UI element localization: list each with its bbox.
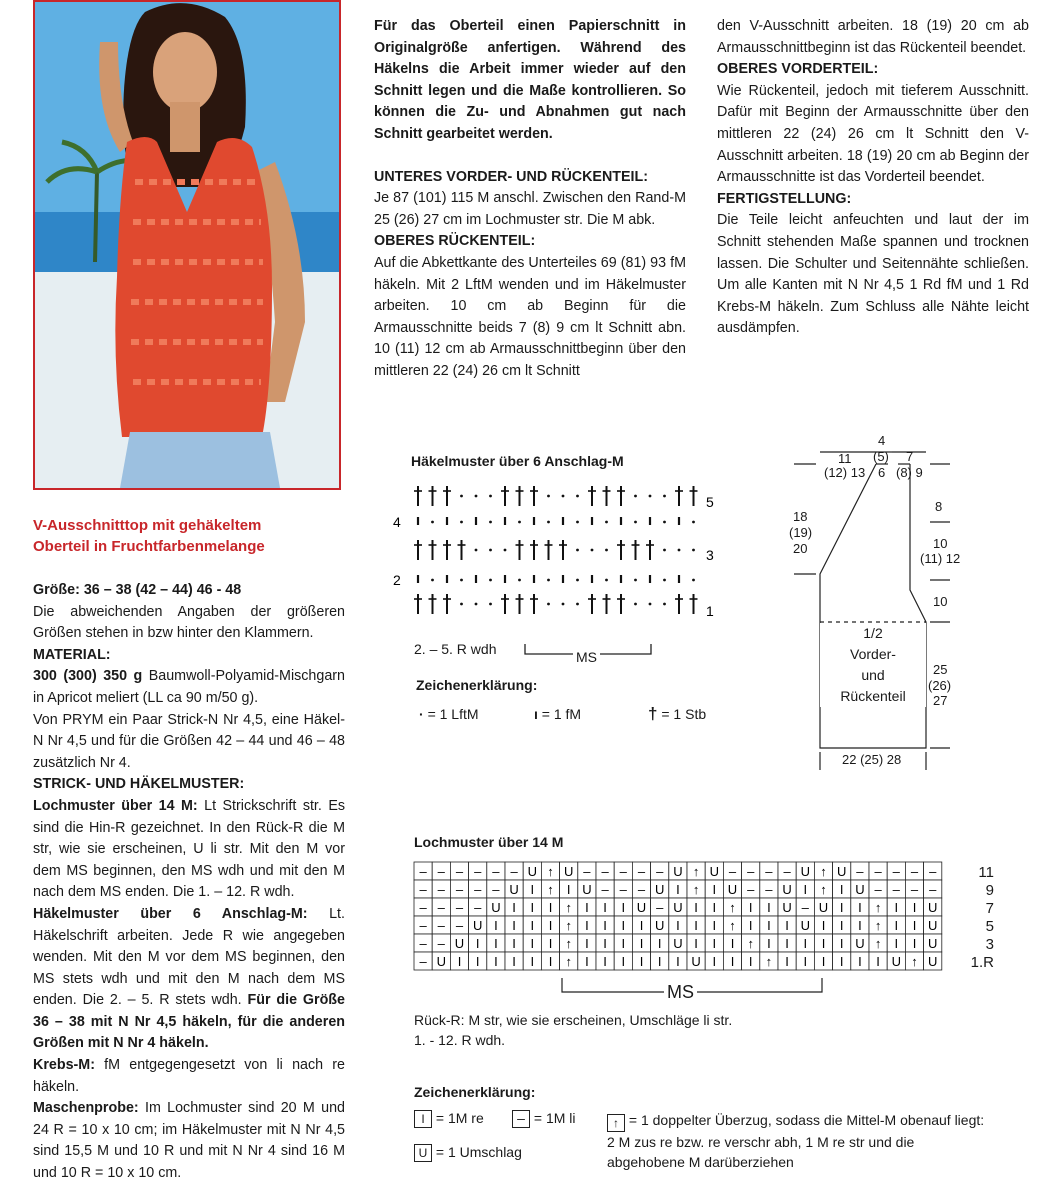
unteres-text: Je 87 (101) 115 M anschl. Zwischen den Rand-M 25 (26) 27 cm im Lochmuster str. Die M abk. (374, 190, 686, 228)
knit-chart-symbol: I (912, 918, 917, 933)
schem-label: 1/2 Vorder- und Rückenteil (820, 623, 926, 707)
chain-symbol (576, 549, 579, 552)
knit-chart-symbol: U (636, 900, 647, 915)
knit-chart-symbol: U (928, 918, 938, 933)
knit-chart-symbol: U (818, 900, 829, 915)
schem-top-center2: (5) (873, 449, 889, 464)
knit-chart-title: Lochmuster über 14 M (414, 834, 564, 850)
knit-chart-symbol: I (512, 936, 516, 951)
knit-chart-symbol: – (929, 882, 937, 897)
knit-chart-symbol: I (603, 954, 607, 969)
schem-top-center: 4 (878, 433, 886, 448)
knit-chart-symbol: I (767, 936, 771, 951)
knit-chart-symbol: I (803, 882, 808, 897)
chain-symbol (489, 495, 492, 498)
knit-chart-symbol: – (929, 864, 937, 879)
knit-chart-symbol: I (494, 936, 498, 951)
knit-chart-symbol: – (474, 900, 482, 915)
knit-chart-symbol: I (530, 936, 535, 951)
knit-chart-symbol: I (858, 900, 862, 915)
schem-left-18: 18 (793, 509, 808, 524)
knit-chart-symbol: U (855, 882, 865, 897)
knit-chart-symbol: I (657, 936, 662, 951)
knit-chart-symbol: ↑ (565, 900, 572, 915)
chain-symbol (663, 495, 666, 498)
schem-right-25: 25 (933, 662, 948, 677)
knit-chart-symbol: – (910, 864, 919, 879)
knit-chart-symbol: – (856, 864, 864, 879)
knit-chart-symbol: U (564, 864, 574, 879)
chain-stitch-icon: · (419, 706, 424, 722)
title-line-1: V-Ausschnitttop mit gehäkeltem (33, 517, 262, 534)
knit-chart-symbol: I (603, 918, 607, 933)
lochmuster-paragraph: Lochmuster über 14 M: Lt Strickschrift str. Es sind die Hin-R gezeichnet. In den Rück-R die M str, wie sie erscheinen, U li str. Mit den M vor dem MS beginnen, den MS wdh und mit den M nach dem MS enden. Die 1. – 12. R wdh. (33, 797, 346, 901)
chain-symbol (504, 549, 507, 552)
chain-symbol (634, 603, 637, 606)
knit-chart-symbol: U (928, 936, 938, 951)
rueckenteil-cont-text: den V-Ausschnitt arbeiten. 18 (19) 20 cm ab Armausschnittbeginn ist das Rückenteil beendet. (717, 18, 1029, 56)
schem-right-27: 27 (933, 693, 948, 708)
knit-chart-symbol: – (728, 864, 737, 879)
knit-chart-symbol: I (548, 954, 553, 969)
knit-chart-symbol: ↑ (692, 864, 700, 879)
knit-chart-symbol: ↑ (692, 882, 700, 897)
knit-chart-symbol: I (603, 900, 607, 915)
legend-purl: – = 1M li (512, 1110, 576, 1128)
knit-chart-symbol: I (621, 900, 626, 915)
knit-chart-symbol: ↑ (747, 936, 754, 951)
knit-chart-symbol: – (437, 918, 445, 933)
chain-symbol (692, 521, 695, 524)
schem-right-10a: 10 (933, 536, 948, 551)
knit-chart-symbol: I (748, 954, 753, 969)
knit-chart-symbol: I (548, 936, 553, 951)
knit-chart-symbol: I (712, 918, 717, 933)
knit-chart-symbol: I (730, 954, 735, 969)
knit-chart-symbol: U (891, 954, 901, 969)
knit-chart-symbol: – (874, 882, 882, 897)
crochet-row-label-1: 1 (706, 603, 714, 619)
knit-chart-symbol: I (639, 936, 644, 951)
chain-symbol (692, 579, 695, 582)
chain-symbol (518, 579, 521, 582)
intro-text: Für das Oberteil einen Papierschnitt in Originalgröße anfertigen. Während des Häkelns die Arbeit immer wieder auf den Schnitt legen und die Maße kontrollieren. So können die Zu- und Abnahmen gut nach Schnitt gearbeitet werden. (374, 18, 686, 142)
knit-chart-symbol: U (655, 882, 665, 897)
knit-chart-symbol: I (512, 954, 516, 969)
knit-chart-symbol: ↑ (729, 918, 736, 933)
knit-chart-symbol: I (657, 954, 662, 969)
knit-chart-symbol: – (437, 882, 445, 897)
knit-chart-symbol: I (475, 954, 480, 969)
chain-symbol (649, 603, 652, 606)
knit-chart-symbol: – (437, 900, 445, 915)
knit-chart-symbol: – (492, 882, 500, 897)
knit-chart-symbol: I (858, 954, 862, 969)
chain-symbol (460, 579, 463, 582)
knit-chart-symbol: I (530, 954, 535, 969)
knit-chart-symbol: – (892, 864, 900, 879)
knit-chart-symbol: I (603, 936, 607, 951)
schem-left-19: (19) (789, 525, 813, 540)
knit-chart-symbol: I (639, 918, 644, 933)
chain-symbol (547, 521, 550, 524)
knit-chart-symbol: I (730, 936, 735, 951)
chain-symbol (518, 521, 521, 524)
chain-symbol (431, 579, 434, 582)
knit-chart-symbol: – (619, 864, 627, 879)
knit-chart-symbol: I (676, 882, 680, 897)
schem-bottom: 22 (25) 28 (842, 752, 902, 767)
schem-top-right2: (8) 9 (896, 465, 923, 480)
chain-symbol (634, 495, 637, 498)
knit-chart-symbol: U (655, 918, 665, 933)
legend-knit: I = 1M re (414, 1110, 484, 1128)
chain-symbol (547, 603, 550, 606)
oberes-rueckenteil-text: Auf die Abkettkante des Unterteiles 69 (81) 93 fM häkeln. Mit 2 LftM wenden und im Häkelmuster arbeiten. 10 cm ab Beginn für die Armausschnitte beids 7 (8) 9 cm lt Schnitt abn. 10 (11) 12 cm ab Armausschnittbeginn über den mittleren 22 (24) 26 cm lt Schnitt (374, 254, 686, 379)
knit-chart-symbol: ↑ (547, 882, 554, 897)
knit-chart-symbol: I (767, 900, 771, 915)
schem-top-right1: 7 (906, 449, 914, 464)
knit-chart-symbol: U (709, 864, 719, 879)
knit-stitch-icon: I (414, 1110, 432, 1128)
crochet-row-label-4: 4 (393, 514, 401, 530)
oberes-rueckenteil-heading: OBERES RÜCKENTEIL: (374, 233, 536, 250)
knit-chart-symbol: I (512, 918, 516, 933)
crochet-row-label-2: 2 (393, 572, 401, 588)
knit-chart-symbol: U (509, 882, 519, 897)
knit-chart-symbol: – (747, 882, 755, 897)
knit-chart (412, 860, 1012, 1010)
knit-chart-symbol: I (475, 936, 480, 951)
knit-chart-symbol: I (712, 900, 717, 915)
schem-top-left2: (12) 13 (824, 465, 866, 480)
legend-ch: · = 1 LftM (419, 706, 479, 722)
knit-chart-symbol: ↑ (820, 882, 827, 897)
knit-chart-symbol: U (928, 900, 938, 915)
legend-sc: ı = 1 fM (534, 706, 582, 722)
chain-symbol (649, 495, 652, 498)
knit-chart-symbol: U (928, 954, 938, 969)
knit-chart-symbol: I (748, 900, 753, 915)
knit-chart-symbol: U (782, 882, 792, 897)
knit-chart-symbol: – (910, 882, 919, 897)
knit-chart-symbol: – (455, 864, 464, 879)
needles-text: Von PRYM ein Paar Strick-N Nr 4,5, eine Häkel-N Nr 4,5 und für die Größen 42 – 44 und 46 – 48 zusätzlich Nr 4. (33, 711, 345, 771)
schem-right-10b: (11) 12 (920, 551, 961, 566)
woman-in-crochet-top-photo (35, 2, 339, 488)
chain-symbol (663, 603, 666, 606)
knit-chart-symbol: I (839, 882, 844, 897)
knit-chart-symbol: – (419, 882, 427, 897)
knit-chart-symbol: I (548, 900, 553, 915)
knit-chart-symbol: ↑ (565, 936, 572, 951)
knit-legend-title: Zeichenerklärung: (414, 1084, 536, 1100)
knit-chart-symbol: I (821, 954, 826, 969)
fertigstellung-text: Die Teile leicht anfeuchten und laut der im Schnitt stehenden Maße spannen und trocknen lassen. Die Schulter und Seitennähte schließen. Um alle Kanten mit N Nr 4,5 1 Rd fM und 1 Rd Krebs-M häkeln. Zum Schluss alle Nähte leicht ausdämpfen. (717, 212, 1029, 337)
chain-symbol (547, 495, 550, 498)
knit-chart-symbol: ↑ (911, 954, 918, 969)
knit-chart-symbol: I (530, 900, 535, 915)
knit-chart-symbol: – (419, 900, 427, 915)
crochet-chart (390, 470, 740, 640)
knit-chart-symbol: ↑ (565, 954, 572, 969)
unteres-heading: UNTERES VORDER- UND RÜCKENTEIL: (374, 168, 649, 185)
knit-chart-symbol: ↑ (565, 918, 572, 933)
oberes-vorderteil-heading: OBERES VORDERTEIL: (717, 61, 879, 78)
purl-stitch-icon: – (512, 1110, 530, 1128)
knit-chart-symbol: I (821, 918, 826, 933)
chain-symbol (489, 579, 492, 582)
chain-symbol (576, 603, 579, 606)
knit-chart-symbol: U (727, 882, 738, 897)
knit-chart-symbol: I (821, 936, 826, 951)
double-decrease-icon: ↑ (607, 1114, 625, 1132)
knit-chart-symbol: – (492, 864, 500, 879)
probe-paragraph: Maschenprobe: Im Lochmuster sind 20 M und 24 R = 10 x 10 cm; im Häkelmuster mit N Nr 4,5 sind 15,5 M und 10 R und mit N Nr 4 sind 16 M und 10 R = 10 x 10 cm. (33, 1100, 345, 1182)
chain-symbol (576, 495, 579, 498)
knit-chart-symbol: I (530, 882, 535, 897)
knit-row-labels: 11 9 7 5 3 1.R (970, 864, 994, 971)
knit-chart-symbol: I (894, 900, 899, 915)
pattern-title (33, 515, 345, 557)
knit-chart-symbol: I (585, 936, 589, 951)
knit-ms-label: MS (664, 982, 697, 1003)
chain-symbol (605, 521, 608, 524)
knit-chart-symbol: I (494, 954, 498, 969)
chain-symbol (576, 521, 579, 524)
chain-symbol (460, 495, 463, 498)
knit-chart-symbol: I (912, 936, 917, 951)
knit-chart-symbol: U (673, 936, 683, 951)
chain-symbol (576, 579, 579, 582)
knit-chart-symbol: I (694, 936, 698, 951)
chain-symbol (678, 549, 681, 552)
knit-chart-symbol: I (894, 936, 899, 951)
knit-chart-symbol: I (803, 954, 808, 969)
size-text: Die abweichenden Angaben der größeren Größen stehen in bzw hinter den Klammern. (33, 603, 345, 642)
knit-chart-symbol: I (639, 954, 644, 969)
haekel-paragraph: Häkelmuster über 6 Anschlag-M: Lt. Häkelschrift arbeiten. Jede R wie angegeben wenden. Mit den M vor dem MS beginnen, den MS stets wdh und mit den M nach dem MS enden. Die 2. – 5. R stets wdh. Für die Größe 36 – 38 mit N Nr 4,5 häkeln, für die anderen Größen mit N Nr 4 häkeln. (33, 905, 345, 1052)
knit-notes: Rück-R: M str, wie sie erscheinen, Umschläge li str. 1. - 12. R wdh. (414, 1012, 733, 1048)
knit-chart-symbol: – (419, 918, 427, 933)
chain-symbol (547, 579, 550, 582)
chain-symbol (460, 603, 463, 606)
crochet-legend-title: Zeichenerklärung: (416, 677, 538, 693)
knit-chart-symbol: – (801, 900, 809, 915)
knit-chart-symbol: I (621, 918, 626, 933)
knit-chart-symbol: I (548, 918, 553, 933)
knit-chart-symbol: U (800, 918, 810, 933)
knit-chart-symbol: – (601, 882, 609, 897)
chain-symbol (475, 603, 478, 606)
knit-chart-symbol: – (455, 882, 464, 897)
fertigstellung-heading: FERTIGSTELLUNG: (717, 190, 852, 207)
knit-chart-symbol: I (676, 954, 680, 969)
knit-chart-symbol: I (767, 918, 771, 933)
chain-symbol (489, 521, 492, 524)
knit-chart-symbol: I (876, 954, 880, 969)
chain-symbol (634, 521, 637, 524)
knit-chart-symbol: I (566, 882, 571, 897)
knit-chart-symbol: U (855, 936, 865, 951)
knit-chart-symbol: U (454, 936, 465, 951)
chain-symbol (663, 579, 666, 582)
knit-chart-symbol: – (437, 936, 445, 951)
knit-chart-symbol: – (474, 864, 482, 879)
knit-chart-symbol: I (839, 954, 844, 969)
chain-symbol (489, 603, 492, 606)
chain-symbol (460, 521, 463, 524)
chain-symbol (692, 549, 695, 552)
krebs-paragraph: Krebs-M: fM entgegengesetzt von li nach re häkeln. (33, 1057, 345, 1095)
knit-chart-symbol: U (782, 900, 792, 915)
chain-symbol (431, 521, 434, 524)
knit-chart-symbol: I (712, 936, 717, 951)
knit-chart-symbol: – (765, 882, 773, 897)
knit-chart-symbol: I (712, 882, 717, 897)
material-heading: MATERIAL: (33, 646, 111, 663)
schem-right-26: (26) (928, 678, 952, 693)
knit-chart-symbol: U (473, 918, 483, 933)
crochet-chart-title: Häkelmuster über 6 Anschlag-M (411, 453, 624, 469)
schem-right-10c: 10 (933, 594, 948, 609)
knit-chart-symbol: I (785, 918, 789, 933)
knit-chart-symbol: I (785, 954, 789, 969)
knit-chart-symbol: – (474, 882, 482, 897)
knit-chart-symbol: U (691, 954, 701, 969)
pattern-heading: STRICK- UND HÄKELMUSTER: (33, 776, 245, 793)
knit-chart-symbol: I (839, 918, 844, 933)
knit-chart-symbol: – (619, 882, 627, 897)
knit-chart-symbol: – (455, 900, 464, 915)
chain-symbol (489, 549, 492, 552)
knit-chart-symbol: – (783, 864, 791, 879)
knit-chart-symbol: I (530, 918, 535, 933)
schem-top-left1: 11 (838, 451, 852, 466)
knit-chart-symbol: U (800, 864, 810, 879)
knit-chart-symbol: U (436, 954, 446, 969)
crochet-row-label-5: 5 (706, 494, 714, 510)
chain-symbol (591, 549, 594, 552)
yarnover-icon: U (414, 1144, 432, 1162)
schem-top-center3: 6 (878, 465, 886, 480)
chain-symbol (562, 603, 565, 606)
knit-chart-symbol: ↑ (820, 864, 827, 879)
material-paragraph: 300 (300) 350 g Baumwoll-Polyamid-Mischgarn in Apricot meliert (LL ca 90 m/50 g). (33, 668, 345, 706)
chain-symbol (605, 579, 608, 582)
knit-chart-symbol: I (494, 918, 498, 933)
knit-chart-symbol: U (527, 864, 537, 879)
chain-symbol (634, 579, 637, 582)
model-photo (33, 0, 341, 490)
crochet-row-label-3: 3 (706, 547, 714, 563)
knit-chart-symbol: I (894, 918, 899, 933)
legend-double-decrease: ↑ = 1 doppelter Überzug, sodass die Mittel-M obenauf liegt: 2 M zus re bzw. re verschr abh, 1 M re str und die abgehobene M darüberziehen (607, 1112, 985, 1170)
knit-chart-symbol: U (582, 882, 592, 897)
knit-chart-symbol: I (858, 918, 862, 933)
single-crochet-icon: ı (534, 706, 538, 722)
crochet-repeat-note: 2. – 5. R wdh (414, 641, 497, 657)
knit-chart-symbol: – (656, 900, 664, 915)
knit-chart-symbol: U (673, 900, 683, 915)
knit-chart-symbol: I (694, 918, 698, 933)
schem-left-20: 20 (793, 541, 808, 556)
double-crochet-icon: † (648, 704, 658, 723)
knit-chart-symbol: I (585, 900, 589, 915)
knit-chart-symbol: I (621, 954, 626, 969)
chain-symbol (475, 495, 478, 498)
knit-chart-symbol: I (712, 954, 717, 969)
chain-symbol (562, 495, 565, 498)
knit-chart-symbol: I (839, 900, 844, 915)
knit-chart-symbol: ↑ (874, 936, 882, 951)
knit-chart-symbol: – (419, 864, 427, 879)
chain-symbol (663, 549, 666, 552)
knit-chart-symbol: I (803, 936, 808, 951)
schem-right-8: 8 (935, 499, 943, 514)
legend-dc: † = 1 Stb (648, 704, 707, 723)
knit-chart-symbol: I (676, 918, 680, 933)
garment-schematic (780, 430, 1040, 775)
knit-chart-symbol: I (912, 900, 917, 915)
knit-chart-symbol: – (765, 864, 773, 879)
knit-chart-symbol: – (455, 918, 464, 933)
oberes-vorderteil-text: Wie Rückenteil, jedoch mit tieferem Ausschnitt. Dafür mit Beginn der Armausschnitte über den mittleren 22 (24) 26 cm lt Schnitt den V-Ausschnitt arbeiten. 18 (19) 20 cm ab Beginn der Armausschnitte ist das Vorderteil beendet. (717, 82, 1029, 186)
knit-chart-symbol: – (510, 864, 518, 879)
knit-chart-symbol: ↑ (874, 900, 882, 915)
knit-chart-symbol: I (585, 918, 589, 933)
knit-chart-symbol: – (583, 864, 591, 879)
chain-symbol (663, 521, 666, 524)
knit-chart-symbol: – (747, 864, 755, 879)
knit-chart-symbol: – (437, 864, 445, 879)
size-label: Größe: 36 – 38 (42 – 44) 46 - 48 (33, 582, 242, 598)
title-line-2: Oberteil in Fruchtfarbenmelange (33, 538, 265, 555)
knit-chart-symbol: U (837, 864, 847, 879)
knit-chart-symbol: – (656, 864, 664, 879)
knit-chart-symbol: – (637, 864, 646, 879)
chain-symbol (475, 549, 478, 552)
legend-yarnover: U = 1 Umschlag (414, 1144, 522, 1162)
knit-chart-symbol: – (419, 936, 427, 951)
knit-chart-symbol: I (457, 954, 462, 969)
knit-chart-symbol: I (839, 936, 844, 951)
knit-chart-symbol: – (419, 954, 427, 969)
knit-chart-symbol: I (512, 900, 516, 915)
knit-chart-symbol: ↑ (729, 900, 736, 915)
knit-chart-symbol: – (601, 864, 609, 879)
knit-chart-symbol: – (637, 882, 646, 897)
knit-chart-symbol: U (491, 900, 501, 915)
knit-chart-symbol: I (621, 936, 626, 951)
knit-chart-symbol: – (892, 882, 900, 897)
knit-chart-symbol: I (748, 918, 753, 933)
knit-chart-symbol: I (585, 954, 589, 969)
knit-chart-symbol: ↑ (547, 864, 554, 879)
knit-chart-symbol: I (694, 900, 698, 915)
knit-chart-symbol: I (785, 936, 789, 951)
knit-chart-symbol: U (673, 864, 683, 879)
crochet-ms-label: MS (573, 649, 600, 665)
knit-chart-symbol: ↑ (874, 918, 882, 933)
chain-symbol (605, 549, 608, 552)
knit-chart-symbol: ↑ (765, 954, 773, 969)
knit-chart-symbol: – (874, 864, 882, 879)
